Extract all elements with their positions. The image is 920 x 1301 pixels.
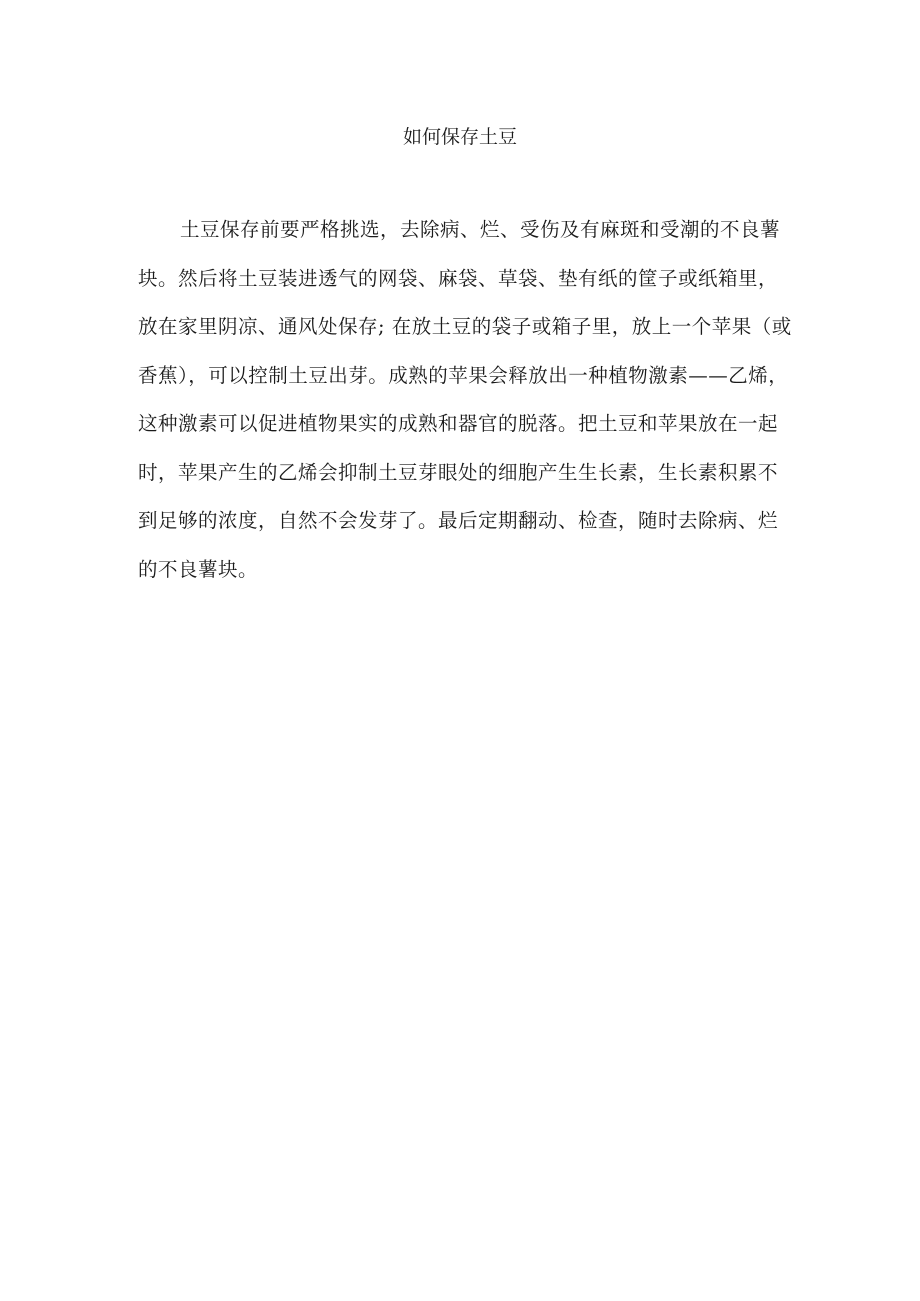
body-line: 块。然后将土豆装进透气的网袋、麻袋、草袋、垫有纸的筐子或纸箱里， <box>138 266 779 290</box>
body-line: 放在家里阴凉、通风处保存; 在放土豆的袋子或箱子里，放上一个苹果（或 <box>138 315 792 338</box>
body-line: 时，苹果产生的乙烯会抑制土豆芽眼处的细胞产生生长素，生长素积累不 <box>138 460 779 484</box>
body-line: 这种激素可以促进植物果实的成熟和器官的脱落。把土豆和苹果放在一起 <box>138 412 779 435</box>
document-body <box>138 212 794 600</box>
body-line: 土豆保存前要严格挑选，去除病、烂、受伤及有麻斑和受潮的不良薯 <box>180 218 781 241</box>
document-title: 如何保存土豆 <box>402 126 517 148</box>
body-line: 香蕉），可以控制土豆出芽。成熟的苹果会释放出一种植物激素——乙烯， <box>138 363 789 387</box>
body-line: 的不良薯块。 <box>138 557 259 581</box>
body-line: 到足够的浓度，自然不会发芽了。最后定期翻动、检查，随时去除病、烂 <box>138 509 779 532</box>
